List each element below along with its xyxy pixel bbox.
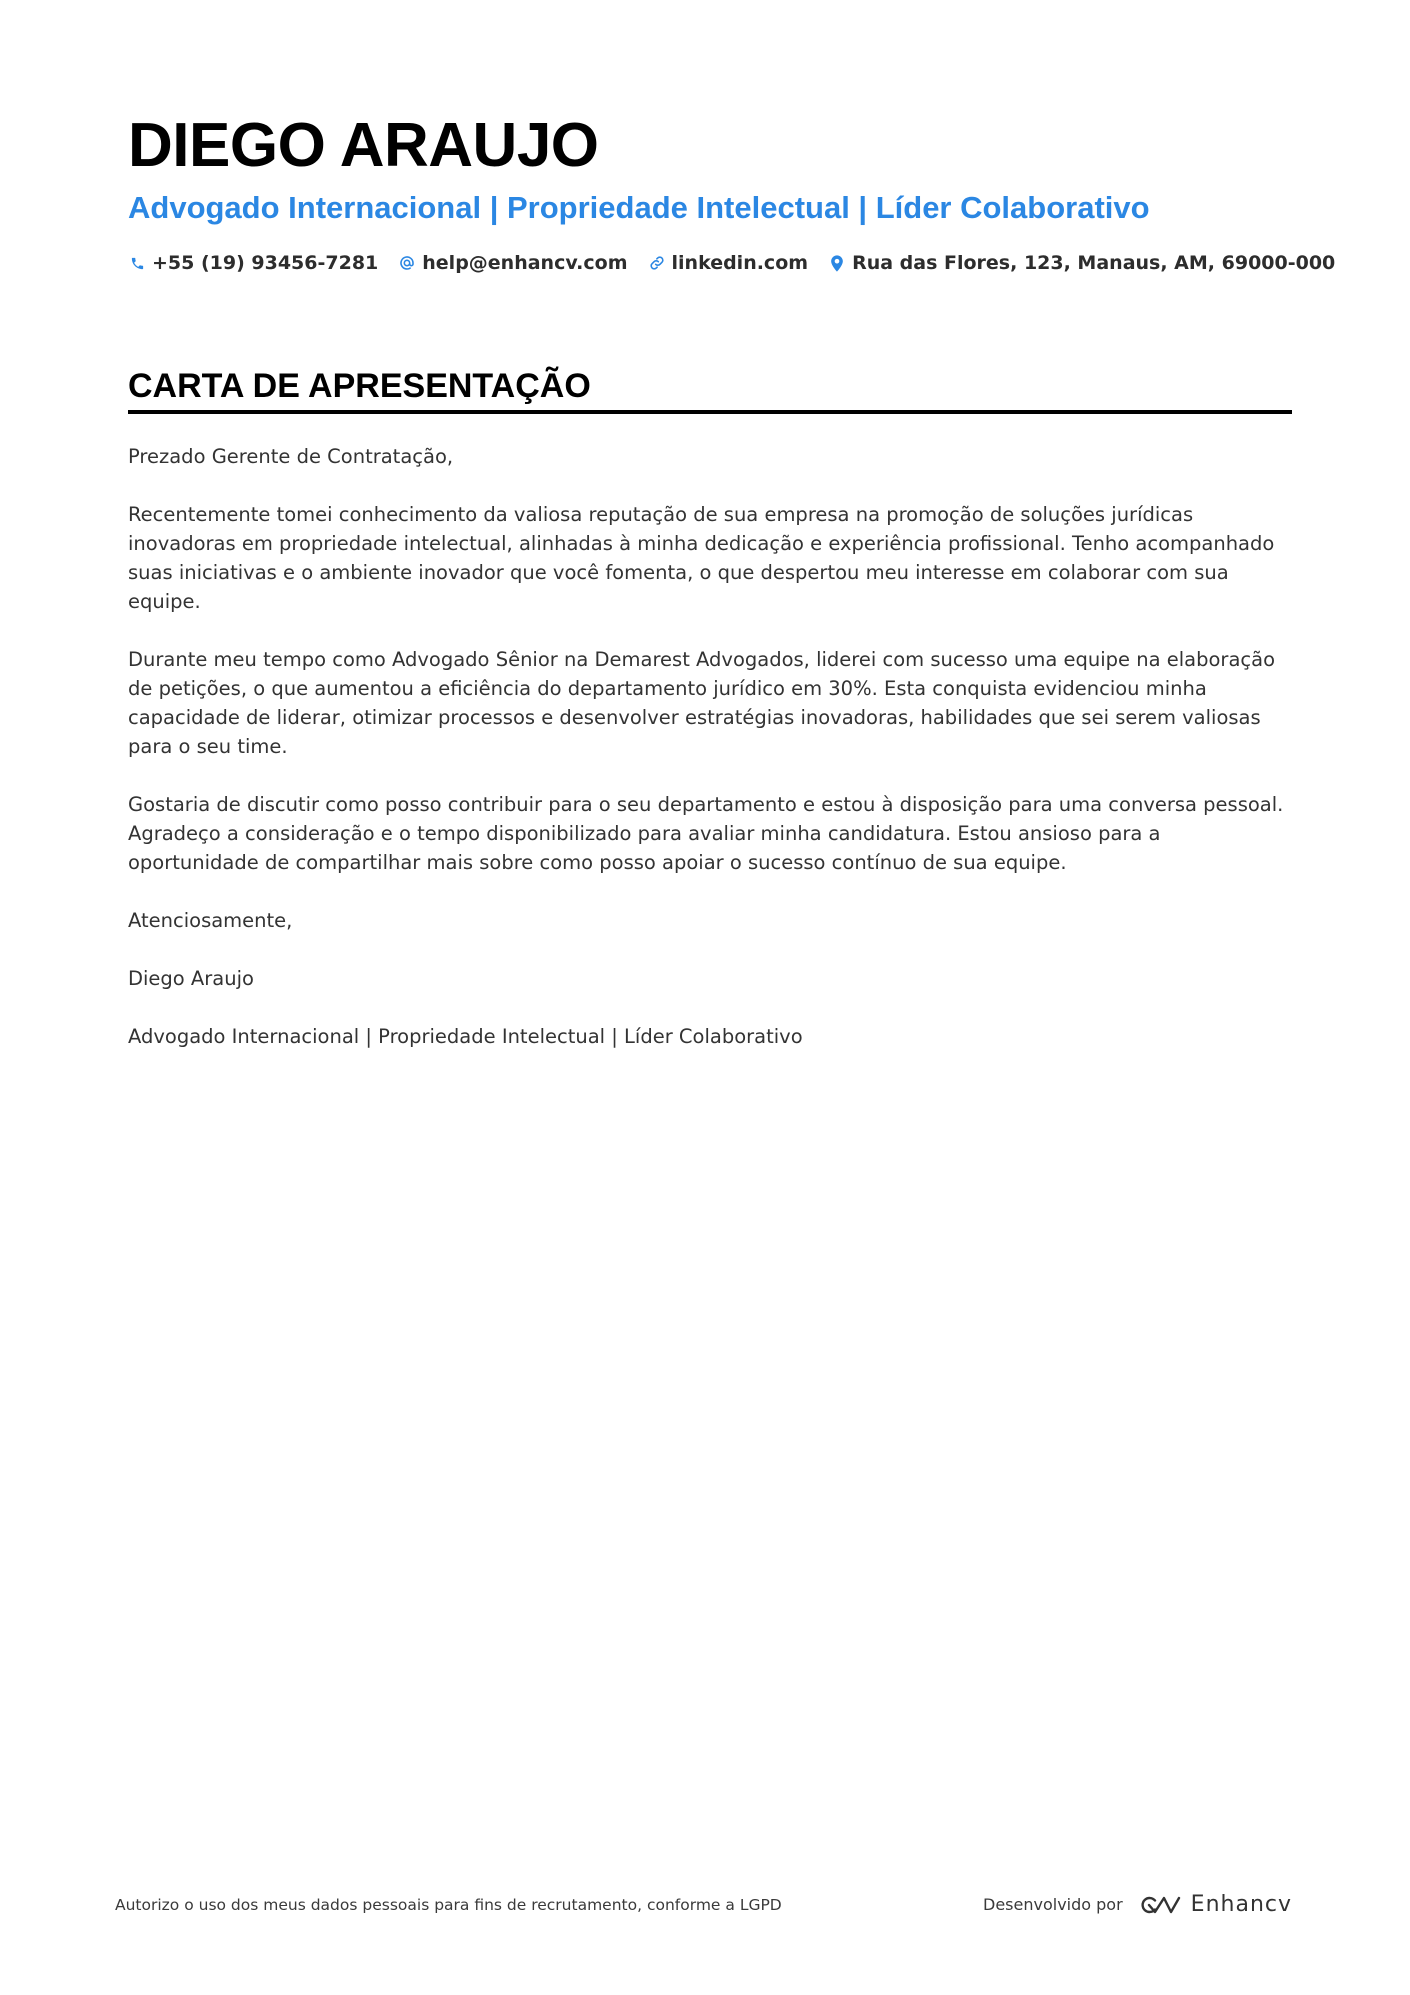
contact-linkedin-text: linkedin.com: [671, 252, 809, 274]
letter-body: [128, 442, 1292, 1051]
letter-paragraph-1: Recentemente tomei conhecimento da valiosa reputação de sua empresa na promoção de soluções jurídicas inovadoras em propriedade intelectual, alinhadas à minha dedicação e experiência profissional. Tenho acompanhado suas iniciativas e o ambiente inovador que você fomenta, o que despertou meu interesse em colaborar com sua equipe.: [128, 503, 1275, 613]
contact-email[interactable]: [398, 252, 627, 274]
signature-name: Diego Araujo: [128, 967, 254, 990]
brand-credit[interactable]: [983, 1892, 1292, 1917]
powered-by-label: Desenvolvido por: [983, 1895, 1123, 1914]
letter-salutation: Prezado Gerente de Contratação,: [128, 445, 454, 468]
contact-email-text: help@enhancv.com: [422, 252, 628, 274]
at-icon: [398, 254, 416, 272]
cover-letter-page: [128, 108, 1336, 1080]
contact-bar: [128, 252, 1336, 274]
contact-phone[interactable]: [128, 252, 378, 274]
phone-icon: [128, 254, 146, 272]
link-icon: [648, 254, 666, 272]
candidate-title: Advogado Internacional | Propriedade Intelectual | Líder Colaborativo: [128, 190, 1150, 225]
location-pin-icon: [828, 254, 846, 272]
letter-closing: Atenciosamente,: [128, 909, 293, 932]
signature-title: Advogado Internacional | Propriedade Intelectual | Líder Colaborativo: [128, 1025, 803, 1048]
contact-address-text: Rua das Flores, 123, Manaus, AM, 69000-000: [852, 252, 1336, 274]
letter-paragraph-2: Durante meu tempo como Advogado Sênior na Demarest Advogados, liderei com sucesso uma equipe na elaboração de petições, o que aumentou a eficiência do departamento jurídico em 30%. Esta conquista evidenciou minha capacidade de liderar, otimizar processos e desenvolver estratégias inovadoras, habilidades que sei serem valiosas para o seu time.: [128, 648, 1275, 758]
contact-address: [828, 252, 1335, 274]
lgpd-consent: Autorizo o uso dos meus dados pessoais para fins de recrutamento, conforme a LGPD: [115, 1895, 782, 1914]
enhancv-logo-icon: [1135, 1893, 1181, 1917]
letter-paragraph-3: Gostaria de discutir como posso contribuir para o seu departamento e estou à disposição para uma conversa pessoal. Agradeço a consideração e o tempo disponibilizado para avaliar minha candidatura. Estou ansioso para a oportunidade de compartilhar mais sobre como posso apoiar o sucesso contínuo de sua equipe.: [128, 793, 1284, 874]
contact-phone-text: +55 (19) 93456-7281: [152, 252, 379, 274]
section-heading: CARTA DE APRESENTAÇÃO: [128, 366, 1292, 414]
candidate-name: DIEGO ARAUJO: [128, 111, 599, 180]
page-footer: [115, 1892, 1292, 1917]
contact-linkedin[interactable]: [648, 252, 809, 274]
brand-name: Enhancv: [1190, 1892, 1292, 1917]
